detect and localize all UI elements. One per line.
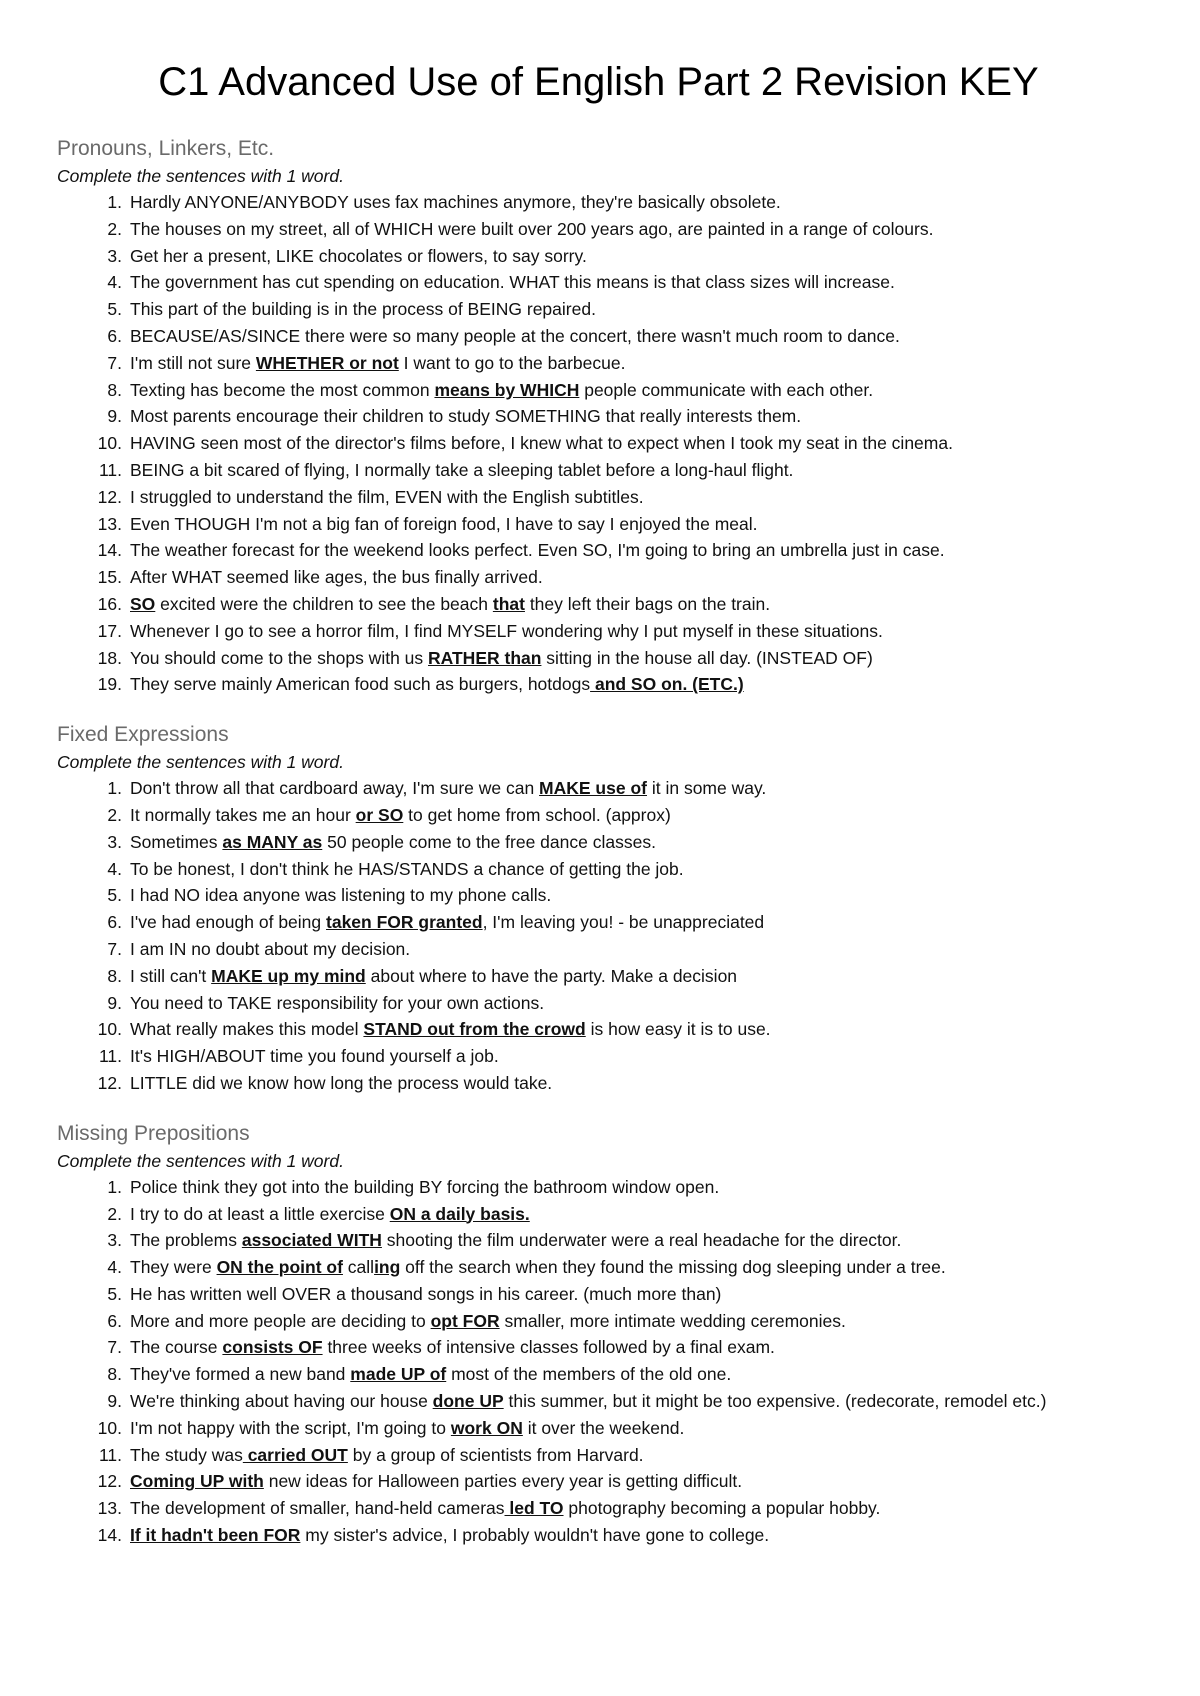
item-number: 4.: [107, 858, 122, 879]
section-pronouns-linkers-etc: [57, 134, 1140, 698]
sentence-item: [57, 457, 1140, 484]
sentence-text: I'm not happy with the script, I'm going to: [130, 1417, 451, 1438]
sentence-text: Whenever I go to see a horror film, I find MYSELF wondering why I put myself in these situations.: [130, 620, 883, 641]
sentence-text: call: [342, 1257, 375, 1278]
answer-text: as MANY as: [222, 831, 323, 852]
sentence-list: [57, 189, 1140, 698]
section-heading: Missing Prepositions: [57, 1121, 250, 1145]
sentence-item: [57, 1227, 1140, 1254]
sentence-item: [57, 1308, 1140, 1335]
sentence-text: We're thinking about having our house: [130, 1391, 433, 1412]
sentence-item: [57, 377, 1140, 404]
item-number: 2.: [107, 218, 122, 239]
answer-text: taken FOR granted: [326, 912, 483, 933]
sentence-text: my sister's advice, I probably wouldn't have gone to college.: [300, 1525, 770, 1546]
sentence-text: 50 people come to the free dance classes.: [322, 831, 656, 852]
sentence-text: HAVING seen most of the director's films before, I knew what to expect when I took my seat in the cinema.: [130, 433, 953, 454]
sentence-text: I'm still not sure: [130, 352, 256, 373]
item-number: 6.: [107, 325, 122, 346]
section-instruction: Complete the sentences with 1 word.: [57, 752, 344, 773]
sentence-item: [57, 564, 1140, 591]
sentence-text: You should come to the shops with us: [130, 647, 429, 668]
sentence-item: [57, 1334, 1140, 1361]
sentence-item: [57, 645, 1140, 672]
item-number: 8.: [107, 1364, 122, 1385]
sentence-item: [57, 963, 1140, 990]
item-number: 3.: [107, 245, 122, 266]
sentence-text: Don't throw all that cardboard away, I'm sure we can: [130, 778, 540, 799]
item-number: 6.: [107, 1310, 122, 1331]
item-number: 18.: [97, 647, 122, 668]
answer-text: ON the point of: [216, 1257, 343, 1278]
sentence-item: [57, 1361, 1140, 1388]
sentence-text: excited were the children to see the beach: [155, 593, 493, 614]
answer-text: done UP: [432, 1391, 504, 1412]
sentence-text: The government has cut spending on education. WHAT this means is that class sizes will increase.: [130, 272, 895, 293]
sentence-text: Most parents encourage their children to study SOMETHING that really interests them.: [130, 406, 802, 427]
item-number: 12.: [97, 1471, 122, 1492]
sentence-text: This part of the building is in the process of BEING repaired.: [130, 299, 596, 320]
answer-text: STAND out from the crowd: [363, 1019, 586, 1040]
sentence-item: [57, 1254, 1140, 1281]
sentence-item: [57, 1468, 1140, 1495]
item-number: 4.: [107, 272, 122, 293]
sentence-item: [57, 1495, 1140, 1522]
sentence-item: [57, 243, 1140, 270]
sentence-item: [57, 430, 1140, 457]
sentence-text: The weather forecast for the weekend looks perfect. Even SO, I'm going to bring an umbrella just in case.: [130, 540, 945, 561]
answer-text: carried OUT: [242, 1444, 348, 1465]
sentence-item: [57, 1388, 1140, 1415]
item-number: 8.: [107, 965, 122, 986]
answer-text: made UP of: [350, 1364, 447, 1385]
sentence-text: It's HIGH/ABOUT time you found yourself a job.: [130, 1046, 499, 1067]
item-number: 2.: [107, 804, 122, 825]
sentence-text: I still can't: [130, 965, 212, 986]
answer-text: led TO: [504, 1498, 564, 1519]
sentence-list: [57, 1174, 1140, 1549]
sentence-item: [57, 269, 1140, 296]
item-number: 1.: [107, 1176, 122, 1197]
item-number: 11.: [98, 1046, 122, 1067]
answer-text: means by WHICH: [434, 379, 580, 400]
sentence-list: [57, 775, 1140, 1097]
sentence-text: After WHAT seemed like ages, the bus finally arrived.: [130, 567, 543, 588]
sentence-text: they left their bags on the train.: [524, 593, 771, 614]
section-instruction: Complete the sentences with 1 word.: [57, 166, 344, 186]
sentence-item: [57, 323, 1140, 350]
sentence-text: is how easy it is to use.: [585, 1019, 771, 1040]
item-number: 19.: [97, 674, 122, 695]
sentence-item: [57, 537, 1140, 564]
answer-text: that: [492, 593, 525, 614]
sentence-text: new ideas for Halloween parties every year is getting difficult.: [263, 1471, 743, 1492]
sentence-text: To be honest, I don't think he HAS/STANDS a chance of getting the job.: [130, 858, 684, 879]
page-title: C1 Advanced Use of English Part 2 Revision KEY: [158, 60, 1039, 104]
item-number: 16.: [97, 593, 122, 614]
sentence-text: Texting has become the most common: [130, 379, 435, 400]
sentence-text: I had NO idea anyone was listening to my phone calls.: [130, 885, 552, 906]
item-number: 13.: [97, 513, 122, 534]
sentence-item: [57, 1016, 1140, 1043]
section-heading: Pronouns, Linkers, Etc.: [57, 137, 275, 160]
sentence-item: [57, 511, 1140, 538]
sentence-text: BECAUSE/AS/SINCE there were so many people at the concert, there wasn't much room to dance.: [130, 325, 900, 346]
answer-text: consists OF: [222, 1337, 323, 1358]
item-number: 7.: [107, 938, 122, 959]
sentence-item: [57, 1174, 1140, 1201]
item-number: 12.: [97, 486, 122, 507]
sentence-text: it over the weekend.: [522, 1417, 685, 1438]
sentence-text: The course: [130, 1337, 223, 1358]
sentence-text: The development of smaller, hand-held cameras: [130, 1498, 505, 1519]
sentence-text: The houses on my street, all of WHICH were built over 200 years ago, are painted in a range of colours.: [130, 218, 934, 239]
sentence-item: [57, 1281, 1140, 1308]
item-number: 7.: [107, 352, 122, 373]
sentence-text: I try to do at least a little exercise: [130, 1203, 390, 1224]
sentence-item: [57, 296, 1140, 323]
answer-text: MAKE up my mind: [211, 965, 366, 986]
sentence-item: [57, 829, 1140, 856]
sentence-text: It normally takes me an hour: [130, 804, 356, 825]
section-instruction: Complete the sentences with 1 word.: [57, 1150, 344, 1171]
sentence-text: smaller, more intimate wedding ceremonies.: [499, 1310, 846, 1331]
item-number: 5.: [107, 885, 122, 906]
sentence-item: [57, 216, 1140, 243]
item-number: 9.: [107, 992, 122, 1013]
sentence-text: BEING a bit scared of flying, I normally take a sleeping tablet before a long-haul flight.: [130, 459, 794, 480]
answer-text: WHETHER or not: [255, 352, 399, 373]
sections-container: [57, 134, 1140, 1549]
item-number: 6.: [107, 912, 122, 933]
sentence-text: most of the members of the old one.: [446, 1364, 732, 1385]
sentence-text: it in some way.: [646, 778, 767, 799]
answer-text: ON a daily basis.: [389, 1203, 530, 1224]
sentence-text: , I'm leaving you! - be unappreciated: [482, 912, 765, 933]
item-number: 5.: [107, 1283, 122, 1304]
item-number: 9.: [107, 1391, 122, 1412]
answer-text: opt FOR: [430, 1310, 500, 1331]
sentence-item: [57, 350, 1140, 377]
item-number: 1.: [107, 778, 122, 799]
section-fixed-expressions: [57, 720, 1140, 1097]
sentence-item: [57, 189, 1140, 216]
sentence-text: They were: [130, 1257, 217, 1278]
answer-text: If it hadn't been FOR: [130, 1525, 301, 1546]
sentence-item: [57, 1442, 1140, 1469]
item-number: 8.: [107, 379, 122, 400]
answer-text: MAKE use of: [539, 778, 647, 799]
item-number: 10.: [97, 433, 122, 454]
item-number: 11.: [98, 1444, 122, 1465]
sentence-text: shooting the film underwater were a real headache for the director.: [381, 1230, 902, 1251]
sentence-item: [57, 1043, 1140, 1070]
sentence-text: off the search when they found the missing dog sleeping under a tree.: [400, 1257, 946, 1278]
sentence-text: Even THOUGH I'm not a big fan of foreign food, I have to say I enjoyed the meal.: [130, 513, 758, 534]
item-number: 10.: [97, 1019, 122, 1040]
item-number: 5.: [107, 299, 122, 320]
answer-text: and SO on. (ETC.): [590, 674, 744, 695]
item-number: 4.: [107, 1257, 122, 1278]
answer-text: ing: [374, 1257, 401, 1278]
answer-text: or SO: [355, 804, 404, 825]
sentence-text: I've had enough of being: [130, 912, 327, 933]
sentence-text: people communicate with each other.: [579, 379, 874, 400]
sentence-text: They serve mainly American food such as burgers, hotdogs: [130, 674, 591, 695]
sentence-item: [57, 403, 1140, 430]
sentence-text: this summer, but it might be too expensive. (redecorate, remodel etc.): [503, 1391, 1047, 1412]
sentence-text: by a group of scientists from Harvard.: [347, 1444, 644, 1465]
item-number: 14.: [97, 1525, 122, 1546]
sentence-text: More and more people are deciding to: [130, 1310, 431, 1331]
sentence-text: to get home from school. (approx): [403, 804, 671, 825]
sentence-text: about where to have the party. Make a decision: [365, 965, 738, 986]
item-number: 17.: [97, 620, 122, 641]
sentence-item: [57, 909, 1140, 936]
sentence-item: [57, 802, 1140, 829]
item-number: 13.: [97, 1498, 122, 1519]
sentence-item: [57, 882, 1140, 909]
item-number: 3.: [107, 1230, 122, 1251]
sentence-text: Police think they got into the building BY forcing the bathroom window open.: [130, 1176, 720, 1197]
sentence-text: photography becoming a popular hobby.: [563, 1498, 881, 1519]
sentence-item: [57, 1522, 1140, 1549]
item-number: 11.: [98, 459, 122, 480]
sentence-item: [57, 1415, 1140, 1442]
item-number: 1.: [107, 192, 122, 212]
sentence-text: I want to go to the barbecue.: [398, 352, 626, 373]
sentence-item: [57, 775, 1140, 802]
answer-text: SO: [130, 593, 156, 614]
sentence-text: three weeks of intensive classes followed by a final exam.: [322, 1337, 775, 1358]
sentence-item: [57, 936, 1140, 963]
sentence-text: He has written well OVER a thousand songs in his career. (much more than): [130, 1283, 722, 1304]
answer-text: RATHER than: [428, 647, 542, 668]
sentence-text: LITTLE did we know how long the process would take.: [130, 1072, 553, 1093]
sentence-item: [57, 1070, 1140, 1097]
sentence-text: The problems: [130, 1230, 242, 1251]
item-number: 3.: [107, 831, 122, 852]
sentence-item: [57, 990, 1140, 1017]
answer-text: Coming UP with: [130, 1471, 264, 1492]
sentence-text: Hardly ANYONE/ANYBODY uses fax machines anymore, they're basically obsolete.: [130, 192, 781, 212]
answer-text: work ON: [450, 1417, 523, 1438]
sentence-item: [57, 1201, 1140, 1228]
item-number: 9.: [107, 406, 122, 427]
sentence-text: I am IN no doubt about my decision.: [130, 938, 411, 959]
section-missing-prepositions: [57, 1119, 1140, 1549]
sentence-text: Get her a present, LIKE chocolates or flowers, to say sorry.: [130, 245, 587, 266]
item-number: 15.: [97, 567, 122, 588]
item-number: 14.: [97, 540, 122, 561]
sentence-item: [57, 484, 1140, 511]
sentence-text: Sometimes: [130, 831, 223, 852]
item-number: 10.: [97, 1417, 122, 1438]
sentence-text: What really makes this model: [130, 1019, 364, 1040]
sentence-item: [57, 856, 1140, 883]
item-number: 7.: [107, 1337, 122, 1358]
answer-text: associated WITH: [241, 1230, 382, 1251]
sentence-text: You need to TAKE responsibility for your own actions.: [130, 992, 545, 1013]
sentence-item: [57, 591, 1140, 618]
sentence-item: [57, 618, 1140, 645]
item-number: 12.: [97, 1072, 122, 1093]
sentence-text: The study was: [130, 1444, 243, 1465]
sentence-item: [57, 671, 1140, 698]
sentence-text: sitting in the house all day. (INSTEAD OF): [541, 647, 873, 668]
item-number: 2.: [107, 1203, 122, 1224]
sentence-text: They've formed a new band: [130, 1364, 351, 1385]
section-heading: Fixed Expressions: [57, 723, 229, 747]
sentence-text: I struggled to understand the film, EVEN with the English subtitles.: [130, 486, 644, 507]
